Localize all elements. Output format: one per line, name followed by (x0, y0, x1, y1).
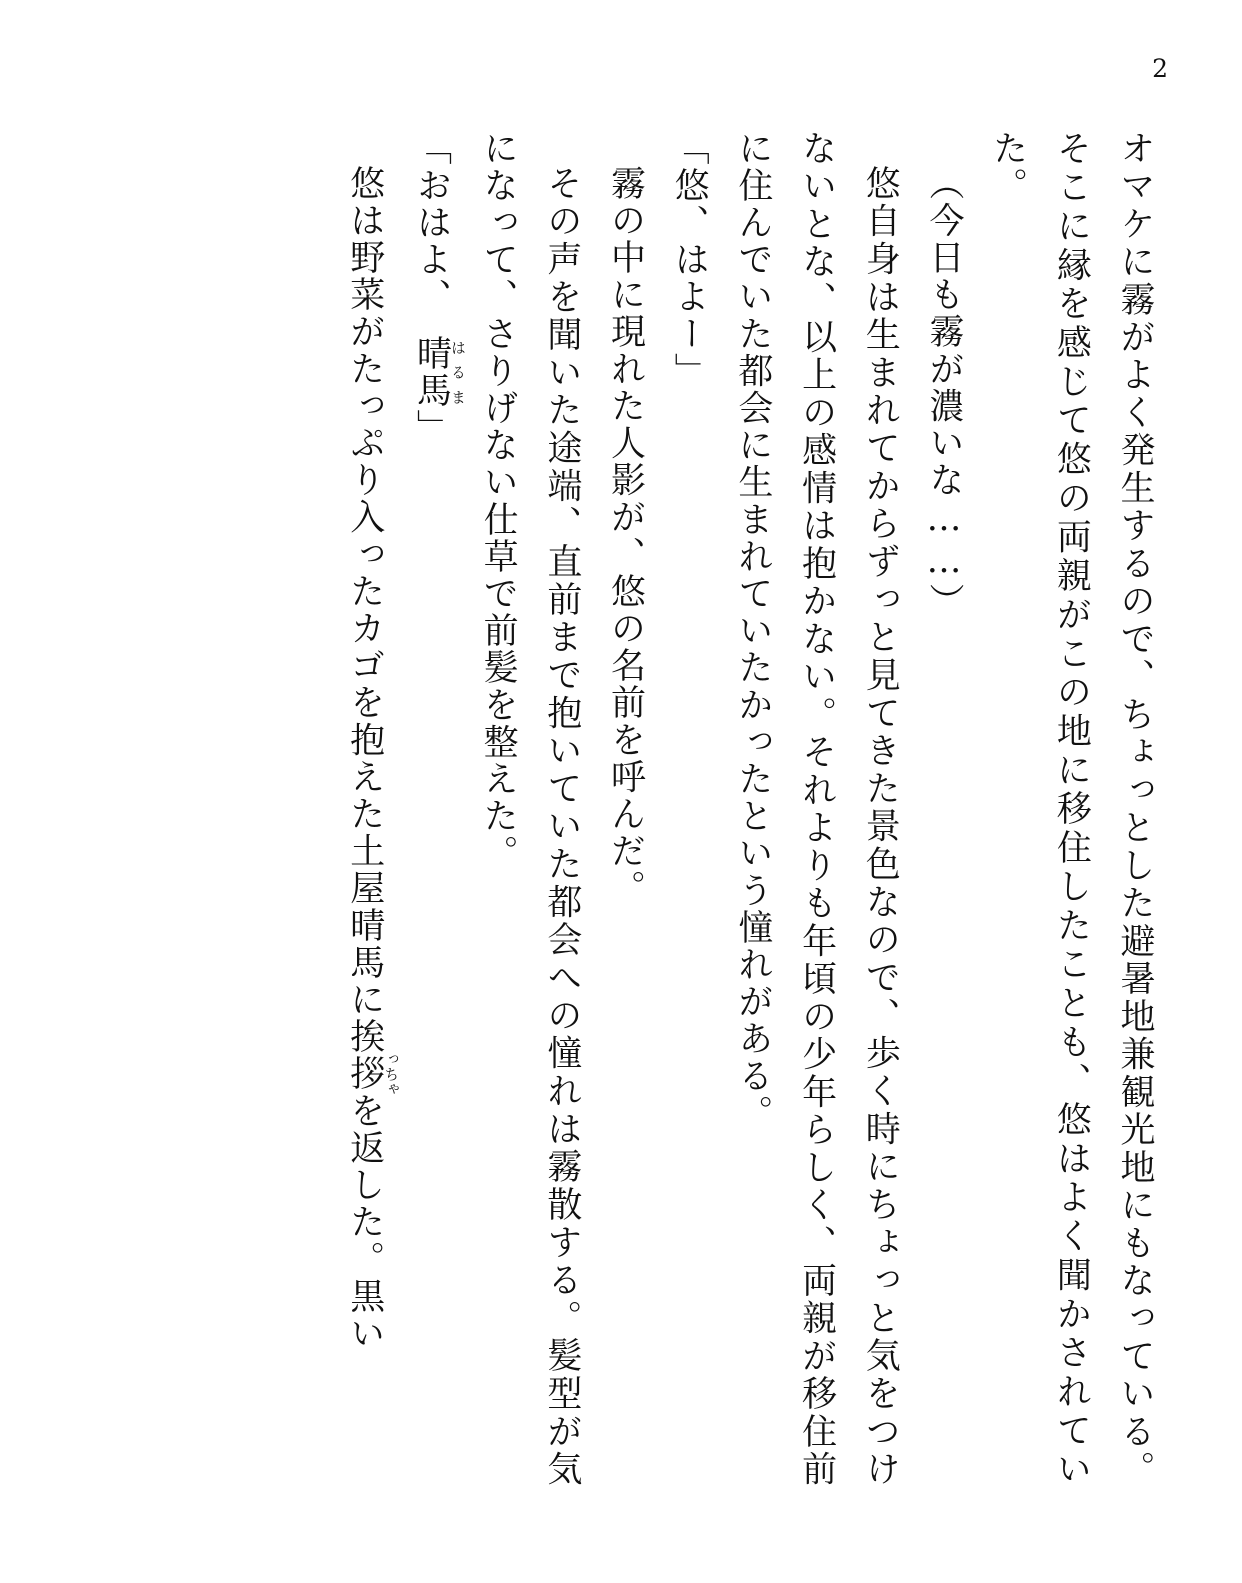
paragraph: 霧の中に現れた人影が、悠の名前を呼んだ。 (605, 165, 646, 907)
page-number: 2 (1152, 54, 1168, 83)
body-text-column (120, 130, 1166, 1488)
paragraph-ruby: 悠は野菜がたっぷり入ったカゴを抱えた土屋晴馬に挨拶っちゃを返した。黒い (344, 165, 400, 1353)
paragraph-dialogue-ruby: 「おはよ、 晴馬はるま」 (411, 130, 466, 447)
paragraph: その声を聞いた途端、直前まで抱いていた都会への憧れは霧散する。髪型が気になって、さりげない仕草で前髪を整えた。 (478, 130, 582, 1488)
paragraph-dialogue: 「悠、はよー」 (669, 130, 710, 390)
paragraph: （今日も霧が濃いな……） (923, 165, 964, 621)
paragraph: オマケに霧がよく発生するので、ちょっとした避暑地兼観光地にもなっている。そこに縁を感じて悠の両親がこの地に移住したことも、悠はよく聞かされていた。 (987, 130, 1155, 1488)
paragraph: 悠自身は生まれてからずっと見てきた景色なので、歩く時にちょっと気をつけないとな、以上の感情は抱かない。それよりも年頃の少年らしく、両親が移住前に住んでいた都会に生まれていたかったという憧れがある。 (732, 130, 901, 1488)
